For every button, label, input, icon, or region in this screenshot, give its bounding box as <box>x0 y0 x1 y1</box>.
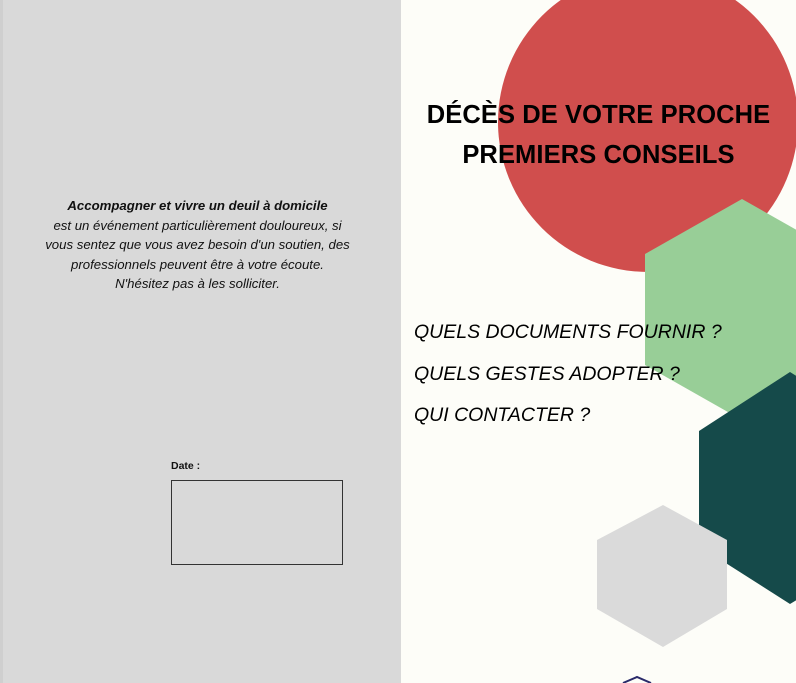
page-title <box>401 95 796 175</box>
question-list <box>414 312 722 437</box>
title-line: DÉCÈS DE VOTRE PROCHE <box>426 101 771 129</box>
question-item: QUELS GESTES ADOPTER ? <box>414 362 680 385</box>
question-item: QUELS DOCUMENTS FOURNIR ? <box>414 321 722 343</box>
logo-fragment-shape <box>623 677 651 683</box>
intro-line: vous sentez que vous avez besoin d'un soutien, des <box>45 237 350 252</box>
date-field[interactable] <box>171 480 343 565</box>
title-line: PREMIERS CONSEILS <box>462 141 735 169</box>
right-panel <box>401 0 796 683</box>
intro-text <box>20 196 375 294</box>
panel-edge <box>0 0 3 683</box>
intro-lead: Accompagner et vivre un deuil à domicile <box>67 198 328 213</box>
intro-line: N'hésitez pas à les solliciter. <box>115 276 280 291</box>
intro-line: professionnels peuvent être à votre écoute. <box>71 256 324 272</box>
question-item: QUI CONTACTER ? <box>414 404 591 426</box>
date-label: Date : <box>171 460 201 472</box>
intro-line: est un événement particulièrement douloureux, si <box>53 217 342 233</box>
